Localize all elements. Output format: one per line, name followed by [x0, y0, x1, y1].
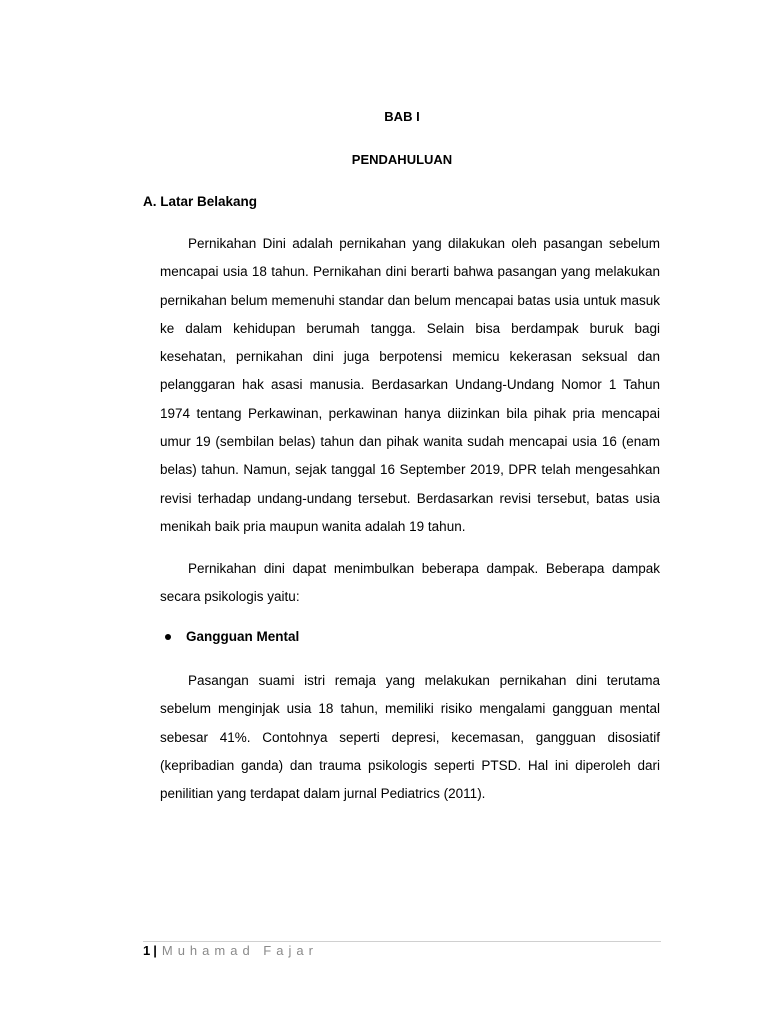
section-heading: A. Latar Belakang: [143, 194, 258, 209]
page-footer: [143, 943, 318, 958]
footer-separator: |: [153, 943, 157, 958]
body-paragraph: Pernikahan Dini adalah pernikahan yang dilakukan oleh pasangan sebelum mencapai usia 18 tahun. Pernikahan dini berarti bahwa pasangan yang melakukan pernikahan belum memenuhi standar dan belum mencapai batas usia untuk masuk ke dalam kehidupan berumah tangga. Selain bisa berdampak buruk bagi kesehatan, pernikahan dini juga berpotensi memicu kekerasan seksual dan pelanggaran hak asasi manusia. Berdasarkan Undang-Undang Nomor 1 Tahun 1974 tentang Perkawinan, perkawinan hanya diizinkan bila pihak pria mencapai umur 19 (sembilan belas) tahun dan pihak wanita sudah mencapai usia 16 (enam belas) tahun. Namun, sejak tanggal 16 September 2019, DPR telah mengesahkan revisi terhadap undang-undang tersebut. Berdasarkan revisi tersebut, batas usia menikah baik pria maupun wanita adalah 19 tahun.: [160, 236, 660, 534]
footer-author: Muhamad Fajar: [161, 943, 318, 958]
body-paragraph: Pernikahan dini dapat menimbulkan beberapa dampak. Beberapa dampak secara psikologis yaitu:: [160, 561, 660, 605]
bullet-dot-icon: [165, 634, 171, 640]
bullet-paragraph: Pasangan suami istri remaja yang melakukan pernikahan dini terutama sebelum menginjak usia 18 tahun, memiliki risiko mengalami gangguan mental sebesar 41%. Contohnya seperti depresi, kecemasan, gangguan disosiatif (kepribadian ganda) dan trauma psikologis seperti PTSD. Hal ini diperoleh dari penilitian yang terdapat dalam jurnal Pediatrics (2011).: [160, 673, 660, 802]
bullet-item: [165, 629, 299, 644]
page-number: 1: [143, 943, 151, 958]
footer-divider: [143, 941, 661, 942]
chapter-title: PENDAHULUAN: [351, 152, 453, 167]
bullet-label: Gangguan Mental: [186, 629, 300, 644]
chapter-number: BAB I: [384, 109, 420, 124]
